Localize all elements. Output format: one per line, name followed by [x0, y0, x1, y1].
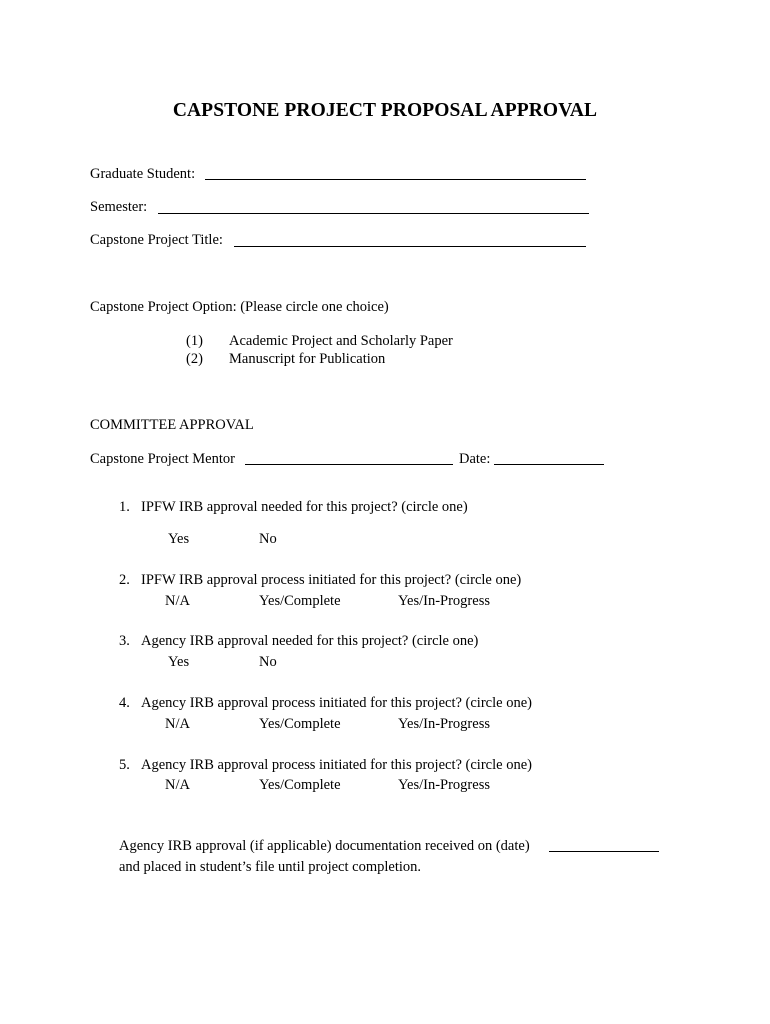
committee-heading: COMMITTEE APPROVAL: [90, 417, 254, 433]
option-1-number: (1): [186, 333, 203, 349]
date-label: Date:: [459, 451, 491, 467]
question-text: IPFW IRB approval process initiated for this project? (circle one): [141, 572, 522, 588]
question-5: [119, 758, 532, 773]
question-text: Agency IRB approval process initiated for this project? (circle one): [141, 757, 532, 773]
documentation-date-field[interactable]: [549, 851, 659, 852]
question-3: [119, 634, 478, 649]
question-number: 5.: [119, 757, 130, 773]
q2-option-na[interactable]: N/A: [165, 593, 190, 609]
page-title: CAPSTONE PROJECT PROPOSAL APPROVAL: [172, 100, 598, 121]
q1-option-no[interactable]: No: [259, 531, 277, 547]
question-number: 3.: [119, 633, 130, 649]
graduate-student-label: Graduate Student:: [90, 166, 196, 182]
question-number: 4.: [119, 695, 130, 711]
question-text: Agency IRB approval needed for this project? (circle one): [141, 633, 479, 649]
footer-line-2: and placed in student’s file until project completion.: [119, 859, 422, 875]
q2-option-in-progress[interactable]: Yes/In-Progress: [398, 593, 490, 609]
semester-label: Semester:: [90, 199, 148, 215]
q5-option-in-progress[interactable]: Yes/In-Progress: [398, 777, 490, 793]
project-option-label: Capstone Project Option: (Please circle one choice): [90, 299, 389, 315]
question-1: [119, 500, 468, 515]
option-1-text[interactable]: Academic Project and Scholarly Paper: [229, 333, 453, 349]
question-number: 1.: [119, 499, 130, 515]
project-title-field[interactable]: [234, 246, 586, 247]
q4-option-in-progress[interactable]: Yes/In-Progress: [398, 716, 490, 732]
project-title-label: Capstone Project Title:: [90, 232, 223, 248]
question-number: 2.: [119, 572, 130, 588]
q5-option-na[interactable]: N/A: [165, 777, 190, 793]
q4-option-complete[interactable]: Yes/Complete: [259, 716, 341, 732]
mentor-label: Capstone Project Mentor: [90, 451, 235, 467]
question-text: IPFW IRB approval needed for this project? (circle one): [141, 499, 468, 515]
q3-option-yes[interactable]: Yes: [168, 654, 190, 670]
q5-option-complete[interactable]: Yes/Complete: [259, 777, 341, 793]
question-4: [119, 696, 532, 711]
q2-option-complete[interactable]: Yes/Complete: [259, 593, 341, 609]
footer-line-1: Agency IRB approval (if applicable) documentation received on (date): [119, 838, 530, 854]
mentor-date-field[interactable]: [494, 464, 604, 465]
option-2-text[interactable]: Manuscript for Publication: [229, 351, 386, 367]
question-text: Agency IRB approval process initiated for this project? (circle one): [141, 695, 532, 711]
semester-field[interactable]: [158, 213, 589, 214]
q1-option-yes[interactable]: Yes: [168, 531, 190, 547]
q3-option-no[interactable]: No: [259, 654, 277, 670]
question-2: [119, 573, 521, 588]
graduate-student-field[interactable]: [205, 179, 586, 180]
option-2-number: (2): [186, 351, 203, 367]
mentor-signature-field[interactable]: [245, 464, 453, 465]
q4-option-na[interactable]: N/A: [165, 716, 190, 732]
